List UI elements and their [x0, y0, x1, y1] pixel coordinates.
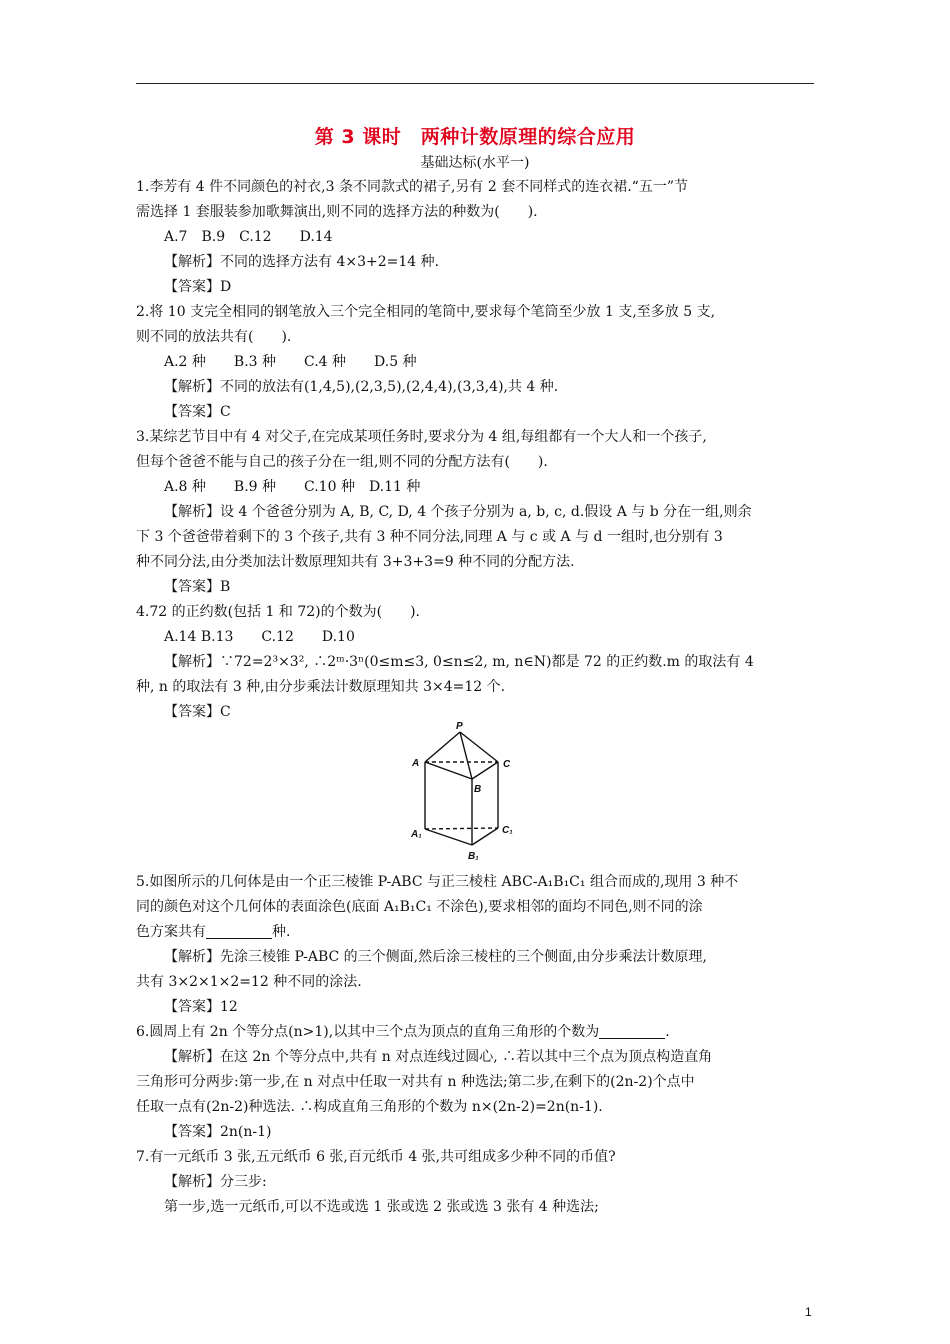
question-stem-line: 7.有一元纸币 3 张,五元纸币 6 张,百元纸币 4 张,共可组成多少种不同的币值?: [136, 1149, 616, 1165]
analysis-text: 【解析】∵72=2³×3², ∴2ᵐ·3ⁿ(0≤m≤3, 0≤n≤2, m, n∈N)都是 72 的正约数.m 的取法有 4: [164, 654, 754, 670]
question-stem-line: 但每个爸爸不能与自己的孩子分在一组,则不同的分配方法有( ).: [136, 454, 548, 470]
stem-text: 种.: [272, 924, 291, 940]
vertex-label-b1: B₁: [468, 851, 479, 862]
analysis-text: 【解析】不同的放法有(1,4,5),(2,3,5),(2,4,4),(3,3,4),共 4 种.: [164, 379, 559, 395]
vertex-label-a: A: [412, 758, 420, 769]
question-stem-line: 4.72 的正约数(包括 1 和 72)的个数为( ).: [136, 604, 420, 620]
question-3: [136, 425, 816, 600]
stem-text: 色方案共有: [136, 924, 206, 940]
analysis-text: 共有 3×2×1×2=12 种不同的涂法.: [136, 974, 362, 990]
question-stem-line: 5.如图所示的几何体是由一个正三棱锥 P-ABC 与正三棱柱 ABC-A₁B₁C₁ 组合而成的,现用 3 种不: [136, 874, 739, 890]
analysis-text: 任取一点有(2n-2)种选法. ∴构成直角三角形的个数为 n×(2n-2)=2n(n-1).: [136, 1099, 603, 1115]
vertex-label-c: C: [503, 759, 511, 770]
vertex-label-b: B: [474, 784, 482, 795]
prism-pyramid-figure: [411, 721, 546, 864]
answer-blank: [206, 922, 272, 939]
question-options: A.14 B.13 C.12 D.10: [164, 629, 355, 645]
section-subtitle: 基础达标(水平一): [420, 155, 530, 171]
vertex-label-p: P: [456, 721, 463, 732]
stem-text: .: [665, 1024, 670, 1040]
answer-text: 【答案】2n(n-1): [164, 1124, 272, 1140]
analysis-text: 种, n 的取法有 3 种,由分步乘法计数原理知共 3×4=12 个.: [136, 679, 506, 695]
page-number: 1: [805, 1305, 812, 1319]
question-stem-line: 则不同的放法共有( ).: [136, 329, 292, 345]
answer-text: 【答案】C: [164, 404, 231, 420]
question-stem-line: 1.李芳有 4 件不同颜色的衬衣,3 条不同款式的裙子,另有 2 套不同样式的连衣裙.“五一”节: [136, 179, 688, 195]
analysis-text: 【解析】设 4 个爸爸分别为 A, B, C, D, 4 个孩子分别为 a, b, c, d.假设 A 与 b 分在一组,则余: [164, 504, 752, 520]
answer-blank: [599, 1022, 665, 1039]
page-title: 第 3 课时 两种计数原理的综合应用: [314, 126, 636, 148]
question-6: [136, 1020, 816, 1145]
question-stem-line: [136, 920, 816, 945]
stem-text: 6.圆周上有 2n 个等分点(n>1),以其中三个点为顶点的直角三角形的个数为: [136, 1024, 600, 1040]
header-rule: [136, 83, 814, 84]
question-options: A.8 种 B.9 种 C.10 种 D.11 种: [164, 479, 421, 495]
question-1: [136, 175, 816, 300]
answer-text: 【答案】D: [164, 279, 232, 295]
analysis-text: 第一步,选一元纸币,可以不选或选 1 张或选 2 张或选 3 张有 4 种选法;: [164, 1199, 599, 1215]
analysis-text: 三角形可分两步:第一步,在 n 对点中任取一对共有 n 种选法;第二步,在剩下的(2n-2)个点中: [136, 1074, 695, 1090]
question-stem-line: [136, 1020, 816, 1045]
analysis-text: 下 3 个爸爸带着剩下的 3 个孩子,共有 3 种不同分法,同理 A 与 c 或 A 与 d 一组时,也分别有 3: [136, 529, 723, 545]
answer-text: 【答案】C: [164, 704, 231, 720]
vertex-label-a1: A₁: [411, 829, 422, 840]
analysis-text: 种不同分法,由分类加法计数原理知共有 3+3+3=9 种不同的分配方法.: [136, 554, 575, 570]
vertex-label-c1: C₁: [502, 825, 513, 836]
document-body: [136, 175, 816, 1220]
question-5: [136, 870, 816, 1020]
question-stem-line: 同的颜色对这个几何体的表面涂色(底面 A₁B₁C₁ 不涂色),要求相邻的面均不同色,则不同的涂: [136, 899, 703, 915]
analysis-text: 【解析】不同的选择方法有 4×3+2=14 种.: [164, 254, 440, 270]
question-options: A.2 种 B.3 种 C.4 种 D.5 种: [164, 354, 417, 370]
question-options: A.7 B.9 C.12 D.14: [164, 229, 333, 245]
answer-text: 【答案】B: [164, 579, 231, 595]
answer-text: 【答案】12: [164, 999, 238, 1015]
question-stem-line: 3.某综艺节目中有 4 对父子,在完成某项任务时,要求分为 4 组,每组都有一个大人和一个孩子,: [136, 429, 707, 445]
question-7: [136, 1145, 816, 1220]
question-stem-line: 2.将 10 支完全相同的钢笔放入三个完全相同的笔筒中,要求每个笔筒至少放 1 支,至多放 5 支,: [136, 304, 716, 320]
analysis-text: 【解析】在这 2n 个等分点中,共有 n 对点连线过圆心, ∴若以其中三个点为顶点构造直角: [164, 1049, 713, 1065]
analysis-text: 【解析】先涂三棱锥 P-ABC 的三个侧面,然后涂三棱柱的三个侧面,由分步乘法计数原理,: [164, 949, 708, 965]
question-2: [136, 300, 816, 425]
question-stem-line: 需选择 1 套服装参加歌舞演出,则不同的选择方法的种数为( ).: [136, 204, 538, 220]
question-4: [136, 600, 816, 725]
analysis-text: 【解析】分三步:: [164, 1174, 267, 1190]
